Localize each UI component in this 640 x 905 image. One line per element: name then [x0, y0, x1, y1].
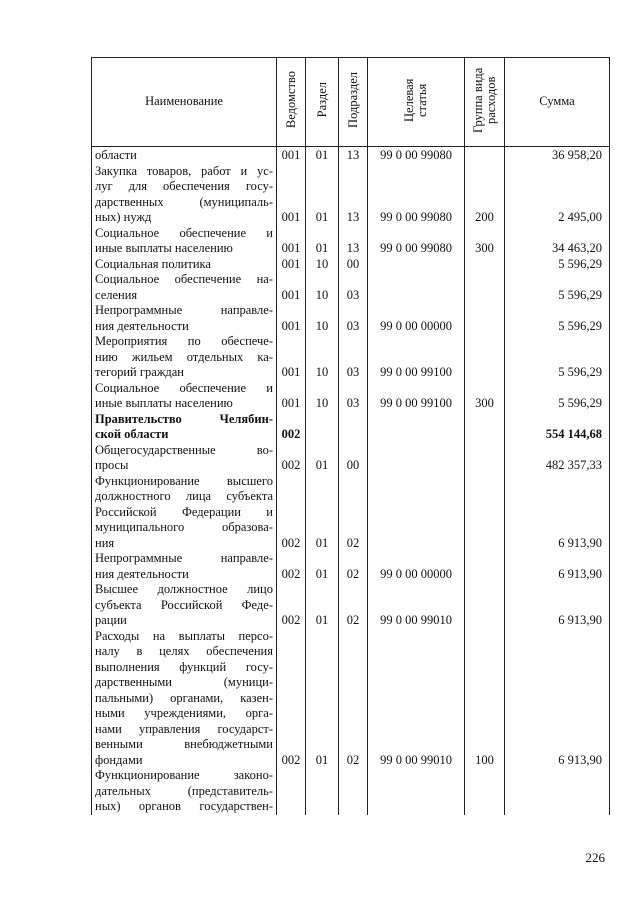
row-name-line: ской области: [95, 427, 169, 441]
header-razdel: Раздел: [306, 58, 339, 147]
row-name: [92, 474, 277, 552]
row-celevaya-statya: [368, 272, 465, 303]
table-header-row: [92, 58, 610, 147]
row-vedomstvo: 001: [277, 272, 306, 303]
row-razdel: 10: [306, 257, 339, 273]
row-razdel: 01: [306, 551, 339, 582]
table-row: [92, 381, 610, 412]
row-podrazdel: 13: [339, 226, 368, 257]
row-name-line: Социальная политика: [95, 256, 211, 271]
row-summa: 36 958,20: [505, 147, 610, 164]
row-name-line: Мероприятия по обеспече-: [95, 334, 273, 348]
row-vedomstvo: 001: [277, 164, 306, 226]
row-name: [92, 412, 277, 443]
row-name-line: луг для обеспечения госу-: [95, 179, 273, 193]
row-name-line: ными учреждениями, орга-: [95, 706, 273, 720]
row-summa: 34 463,20: [505, 226, 610, 257]
row-name-line: пальными) органами, казен-: [95, 690, 273, 705]
row-razdel: 10: [306, 334, 339, 381]
row-podrazdel: 03: [339, 272, 368, 303]
row-name-line: ния деятельности: [95, 566, 189, 581]
row-name-line: фондами: [95, 752, 143, 767]
header-vedomstvo: Ведомство: [277, 58, 306, 147]
row-razdel: 01: [306, 147, 339, 164]
row-summa: 5 596,29: [505, 381, 610, 412]
row-name-line: выполнения функций госу-: [95, 659, 273, 674]
row-gruppa-vida-rashodov: 300: [465, 226, 505, 257]
header-gruppa-vida-rashodov: Группа вида расходов: [465, 58, 505, 147]
table-row: [92, 412, 610, 443]
budget-table: [91, 57, 610, 815]
row-name-line: ния: [95, 535, 115, 550]
row-name-line: иные выплаты населению: [95, 241, 233, 255]
row-name-line: иные выплаты населению: [95, 396, 233, 410]
page-number: 226: [585, 850, 605, 865]
row-razdel: 01: [306, 443, 339, 474]
row-vedomstvo: 002: [277, 629, 306, 769]
table-row: [92, 164, 610, 226]
row-razdel: 10: [306, 303, 339, 334]
row-podrazdel: 13: [339, 147, 368, 164]
table-row: [92, 551, 610, 582]
row-celevaya-statya: 99 0 00 99010: [368, 629, 465, 769]
row-name: [92, 226, 277, 257]
row-name-line: Функционирование высшего: [95, 473, 273, 488]
table-row: [92, 582, 610, 629]
row-name-line: муниципального образова-: [95, 520, 273, 534]
row-name-line: ния деятельности: [95, 318, 189, 333]
row-name: [92, 334, 277, 381]
row-razdel: 10: [306, 272, 339, 303]
row-celevaya-statya: [368, 412, 465, 443]
row-name: [92, 629, 277, 769]
row-celevaya-statya: 99 0 00 99080: [368, 147, 465, 164]
row-podrazdel: 03: [339, 334, 368, 381]
row-name: [92, 551, 277, 582]
row-vedomstvo: [277, 768, 306, 815]
row-name-line: Высшее должностное лицо: [95, 582, 273, 596]
row-vedomstvo: 002: [277, 474, 306, 552]
row-podrazdel: 00: [339, 257, 368, 273]
table-row: [92, 303, 610, 334]
row-gruppa-vida-rashodov: [465, 551, 505, 582]
row-vedomstvo: 001: [277, 381, 306, 412]
row-name-line: Закупка товаров, работ и ус-: [95, 163, 273, 178]
row-name: [92, 768, 277, 815]
row-podrazdel: 02: [339, 629, 368, 769]
table-row: [92, 257, 610, 273]
row-gruppa-vida-rashodov: [465, 257, 505, 273]
row-name-line: нами управления государст-: [95, 721, 273, 736]
row-summa: 6 913,90: [505, 629, 610, 769]
table-row: [92, 272, 610, 303]
row-celevaya-statya: [368, 474, 465, 552]
row-razdel: 01: [306, 629, 339, 769]
row-name-line: Непрограммные направле-: [95, 303, 273, 317]
row-summa: 6 913,90: [505, 551, 610, 582]
row-name-line: Социальное обеспечение и: [95, 225, 273, 240]
row-name: [92, 381, 277, 412]
table-row: [92, 226, 610, 257]
row-summa: [505, 768, 610, 815]
row-celevaya-statya: 99 0 00 99080: [368, 164, 465, 226]
row-name-line: дательных (представитель-: [95, 783, 273, 798]
row-name-line: ных) органов государствен-: [95, 799, 273, 813]
row-vedomstvo: 002: [277, 582, 306, 629]
row-podrazdel: 13: [339, 164, 368, 226]
row-razdel: 10: [306, 381, 339, 412]
row-razdel: 01: [306, 226, 339, 257]
row-summa: 2 495,00: [505, 164, 610, 226]
row-celevaya-statya: [368, 257, 465, 273]
row-name-line: должностного лица субъекта: [95, 489, 273, 503]
row-name-line: просы: [95, 458, 129, 472]
row-gruppa-vida-rashodov: [465, 768, 505, 815]
header-celevaya-statya: Целевая статья: [368, 58, 465, 147]
table-row: [92, 768, 610, 815]
row-gruppa-vida-rashodov: [465, 443, 505, 474]
row-name-line: субъекта Российской Феде-: [95, 597, 273, 612]
row-name-line: области: [95, 148, 137, 162]
row-summa: 6 913,90: [505, 474, 610, 552]
row-razdel: 01: [306, 164, 339, 226]
table-row: [92, 334, 610, 381]
row-celevaya-statya: 99 0 00 00000: [368, 303, 465, 334]
row-summa: 482 357,33: [505, 443, 610, 474]
row-vedomstvo: 001: [277, 257, 306, 273]
row-gruppa-vida-rashodov: [465, 474, 505, 552]
row-razdel: 01: [306, 582, 339, 629]
row-summa: 554 144,68: [505, 412, 610, 443]
row-name-line: нию жильем отдельных ка-: [95, 349, 273, 364]
header-name: Наименование: [92, 58, 277, 147]
row-name: [92, 443, 277, 474]
row-name: [92, 303, 277, 334]
row-gruppa-vida-rashodov: [465, 272, 505, 303]
row-summa: 6 913,90: [505, 582, 610, 629]
header-summa: Сумма: [505, 58, 610, 147]
row-gruppa-vida-rashodov: [465, 334, 505, 381]
row-gruppa-vida-rashodov: [465, 147, 505, 164]
row-name: [92, 164, 277, 226]
row-vedomstvo: 001: [277, 147, 306, 164]
row-vedomstvo: 001: [277, 226, 306, 257]
row-vedomstvo: 002: [277, 551, 306, 582]
row-gruppa-vida-rashodov: 100: [465, 629, 505, 769]
row-name-line: Социальное обеспечение на-: [95, 272, 273, 286]
table-row: [92, 629, 610, 769]
row-name: [92, 582, 277, 629]
row-name: [92, 147, 277, 164]
row-podrazdel: 02: [339, 551, 368, 582]
row-celevaya-statya: 99 0 00 99100: [368, 381, 465, 412]
row-celevaya-statya: 99 0 00 99010: [368, 582, 465, 629]
row-vedomstvo: 002: [277, 412, 306, 443]
row-podrazdel: 02: [339, 474, 368, 552]
row-name-line: Общегосударственные во-: [95, 442, 273, 457]
row-gruppa-vida-rashodov: [465, 412, 505, 443]
row-celevaya-statya: [368, 768, 465, 815]
row-podrazdel: [339, 412, 368, 443]
row-celevaya-statya: 99 0 00 99100: [368, 334, 465, 381]
header-podrazdel: Подраздел: [339, 58, 368, 147]
row-name-line: дарственных (муниципаль-: [95, 194, 273, 209]
table-row: [92, 443, 610, 474]
row-name-line: Правительство Челябин-: [95, 411, 273, 426]
row-summa: 5 596,29: [505, 303, 610, 334]
row-celevaya-statya: 99 0 00 00000: [368, 551, 465, 582]
row-gruppa-vida-rashodov: [465, 582, 505, 629]
row-podrazdel: 00: [339, 443, 368, 474]
row-podrazdel: 03: [339, 303, 368, 334]
row-name-line: венными внебюджетными: [95, 737, 273, 751]
row-name-line: ных) нужд: [95, 210, 152, 224]
row-summa: 5 596,29: [505, 334, 610, 381]
row-razdel: [306, 412, 339, 443]
row-podrazdel: [339, 768, 368, 815]
row-name-line: Расходы на выплаты персо-: [95, 628, 273, 643]
row-name-line: Функционирование законо-: [95, 768, 273, 782]
row-summa: 5 596,29: [505, 257, 610, 273]
row-name: [92, 272, 277, 303]
table-row: [92, 147, 610, 164]
row-gruppa-vida-rashodov: 200: [465, 164, 505, 226]
row-name-line: налу в целях обеспечения: [95, 644, 273, 658]
row-name-line: Российской Федерации и: [95, 504, 273, 519]
table-row: [92, 474, 610, 552]
row-name-line: тегорий граждан: [95, 365, 184, 379]
row-summa: 5 596,29: [505, 272, 610, 303]
row-name-line: селения: [95, 287, 138, 302]
row-celevaya-statya: [368, 443, 465, 474]
row-gruppa-vida-rashodov: 300: [465, 381, 505, 412]
row-name-line: рации: [95, 613, 127, 627]
row-vedomstvo: 001: [277, 334, 306, 381]
row-razdel: 01: [306, 474, 339, 552]
row-vedomstvo: 001: [277, 303, 306, 334]
row-podrazdel: 02: [339, 582, 368, 629]
row-name-line: дарственными (муници-: [95, 675, 273, 689]
row-name: [92, 257, 277, 273]
row-celevaya-statya: 99 0 00 99080: [368, 226, 465, 257]
row-name-line: Социальное обеспечение и: [95, 380, 273, 395]
row-podrazdel: 03: [339, 381, 368, 412]
row-name-line: Непрограммные направле-: [95, 551, 273, 565]
row-razdel: [306, 768, 339, 815]
row-gruppa-vida-rashodov: [465, 303, 505, 334]
row-vedomstvo: 002: [277, 443, 306, 474]
